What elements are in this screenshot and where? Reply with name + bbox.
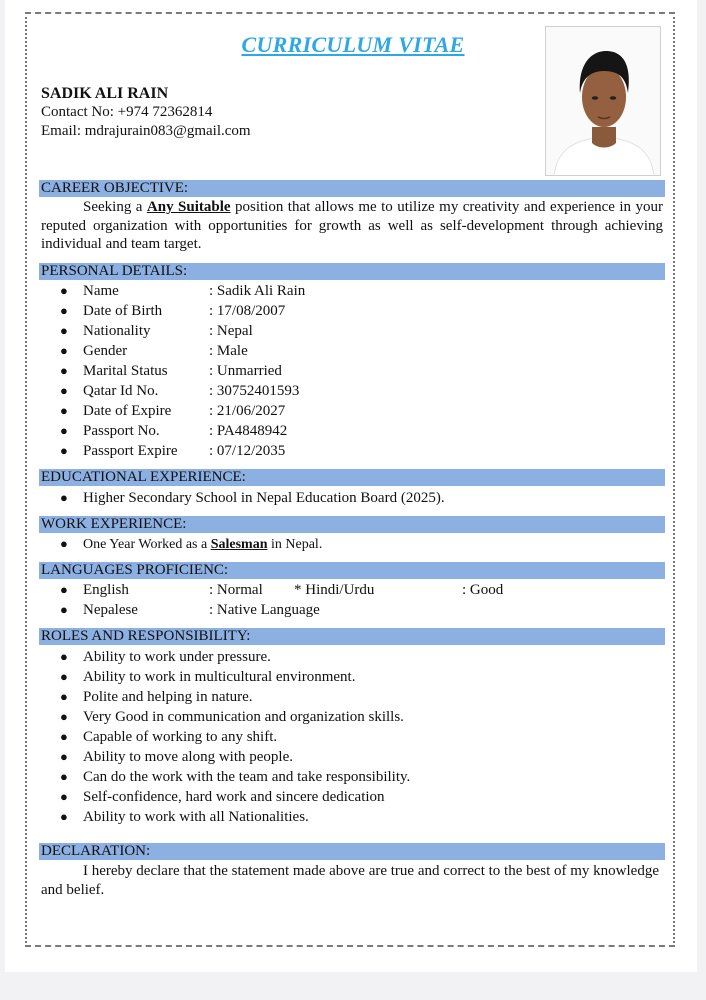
bullet-icon: ● <box>60 709 68 724</box>
role-item: Very Good in communication and organization skills. <box>83 709 404 725</box>
document-title: CURRICULUM VITAE <box>241 32 465 57</box>
bullet-icon: ● <box>60 582 68 597</box>
role-item: Ability to work under pressure. <box>83 649 271 665</box>
list-item <box>60 281 305 301</box>
work-experience-heading: WORK EXPERIENCE: <box>39 516 665 533</box>
bullet-icon: ● <box>60 602 68 617</box>
bullet-icon: ● <box>60 343 68 358</box>
career-objective-text <box>41 198 663 254</box>
language-level-secondary: : Good <box>462 582 504 598</box>
education-heading: EDUCATIONAL EXPERIENCE: <box>39 469 665 486</box>
work-text-end: in Nepal. <box>267 537 323 552</box>
bullet-icon: ● <box>60 536 68 551</box>
list-item <box>60 321 253 341</box>
list-item <box>60 401 285 421</box>
email-address: Email: mdrajurain083@gmail.com <box>41 123 251 139</box>
list-item <box>60 488 445 508</box>
detail-label: Gender <box>83 343 128 359</box>
career-text-start: Seeking a <box>83 199 147 215</box>
bullet-icon: ● <box>60 283 68 298</box>
list-item <box>60 361 282 381</box>
work-highlight: Salesman <box>210 537 268 552</box>
language-level: : Normal <box>209 582 263 598</box>
bullet-icon: ● <box>60 669 68 684</box>
bullet-icon: ● <box>60 323 68 338</box>
languages-heading: LANGUAGES PROFICIENC: <box>39 562 665 579</box>
bullet-icon: ● <box>60 443 68 458</box>
detail-value: : PA4848942 <box>209 423 288 439</box>
bullet-icon: ● <box>60 769 68 784</box>
role-item: Capable of working to any shift. <box>83 729 278 745</box>
person-photo-icon <box>546 27 661 176</box>
detail-value: : 07/12/2035 <box>209 443 286 459</box>
career-text-end: position that allows me to utilize my creativity and experience in your reputed organization with opportunities for growth as well as self-development through achieving individual and team target. <box>41 199 663 252</box>
role-item: Ability to move along with people. <box>83 749 293 765</box>
list-item <box>60 707 404 727</box>
list-item <box>60 747 293 767</box>
detail-label: Nationality <box>83 323 151 339</box>
detail-value: : 21/06/2027 <box>209 403 286 419</box>
list-item <box>60 441 285 461</box>
list-item <box>60 381 299 401</box>
education-item: Higher Secondary School in Nepal Education Board (2025). <box>83 490 445 506</box>
detail-label: Date of Birth <box>83 303 163 319</box>
role-item: Can do the work with the team and take responsibility. <box>83 769 411 785</box>
detail-label: Marital Status <box>83 363 168 379</box>
contact-number: Contact No: +974 72362814 <box>41 104 213 120</box>
list-item <box>60 807 309 827</box>
list-item <box>60 341 248 361</box>
list-item <box>60 687 253 707</box>
detail-value: : Sadik Ali Rain <box>209 283 306 299</box>
list-item <box>60 534 322 555</box>
bullet-icon: ● <box>60 303 68 318</box>
bullet-icon: ● <box>60 689 68 704</box>
bullet-icon: ● <box>60 749 68 764</box>
list-item <box>60 421 287 441</box>
bullet-icon: ● <box>60 809 68 824</box>
work-text-start: One Year Worked as a <box>83 537 211 552</box>
detail-value: : Nepal <box>209 323 253 339</box>
detail-label: Qatar Id No. <box>83 383 159 399</box>
role-item: Polite and helping in nature. <box>83 689 253 705</box>
language-row-nepalese <box>60 600 320 620</box>
detail-value: : Unmarried <box>209 363 282 379</box>
detail-label: Name <box>83 283 119 299</box>
detail-label: Date of Expire <box>83 403 172 419</box>
bullet-icon: ● <box>60 789 68 804</box>
language-name: English <box>83 582 129 598</box>
bullet-icon: ● <box>60 383 68 398</box>
language-name-secondary: * Hindi/Urdu <box>294 582 375 598</box>
list-item <box>60 767 410 787</box>
career-objective-heading: CAREER OBJECTIVE: <box>39 180 665 197</box>
detail-label: Passport Expire <box>83 443 178 459</box>
career-highlight: Any Suitable <box>146 199 231 215</box>
candidate-name: SADIK ALI RAIN <box>41 85 169 102</box>
detail-value: : 30752401593 <box>209 383 300 399</box>
bullet-icon: ● <box>60 403 68 418</box>
detail-value: : Male <box>209 343 248 359</box>
roles-heading: ROLES AND RESPONSIBILITY: <box>39 628 665 645</box>
list-item <box>60 787 385 807</box>
declaration-heading: DECLARATION: <box>39 843 665 860</box>
list-item <box>60 667 355 687</box>
list-item <box>60 727 277 747</box>
language-level: : Native Language <box>209 602 320 618</box>
role-item: Ability to work in multicultural environment. <box>83 669 356 685</box>
bullet-icon: ● <box>60 423 68 438</box>
bullet-icon: ● <box>60 490 68 505</box>
language-row-english <box>60 580 503 600</box>
profile-photo <box>545 26 661 176</box>
bullet-icon: ● <box>60 729 68 744</box>
role-item: Self-confidence, hard work and sincere dedication <box>83 789 385 805</box>
language-name: Nepalese <box>83 602 138 618</box>
list-item <box>60 301 285 321</box>
personal-details-heading: PERSONAL DETAILS: <box>39 263 665 280</box>
bullet-icon: ● <box>60 649 68 664</box>
declaration-body: I hereby declare that the statement made above are true and correct to the best of my knowledge and belief. <box>41 863 659 898</box>
bullet-icon: ● <box>60 363 68 378</box>
declaration-text <box>41 862 663 899</box>
detail-label: Passport No. <box>83 423 160 439</box>
role-item: Ability to work with all Nationalities. <box>83 809 309 825</box>
detail-value: : 17/08/2007 <box>209 303 286 319</box>
list-item <box>60 647 271 667</box>
